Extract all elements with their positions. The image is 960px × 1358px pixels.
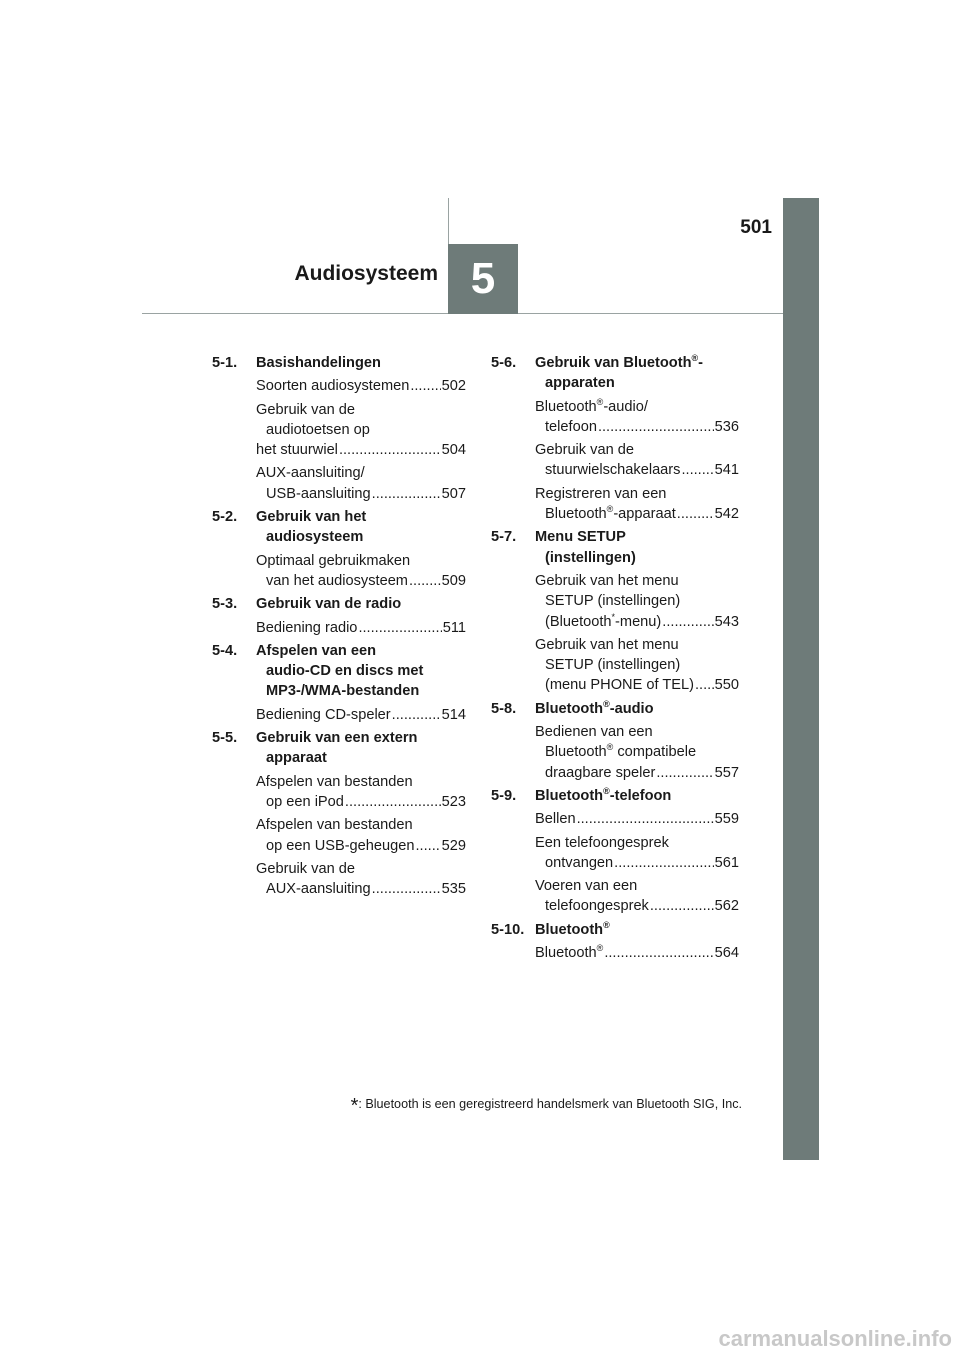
toc-page-ref: 511	[442, 619, 466, 636]
header-vertical-rule	[448, 198, 449, 244]
toc-section-5-3	[212, 594, 466, 638]
toc-entry[interactable]: Bedienen van een Bluetooth® compatibele draagbare speler ..... 557	[535, 722, 739, 783]
toc-entry[interactable]: Registreren van een Bluetooth®-apparaat ..... 542	[535, 484, 739, 525]
section-heading[interactable]: 5-2. Gebruik van het audiosysteem	[212, 509, 367, 546]
toc-page-ref: 514	[441, 706, 466, 723]
toc-page-ref: 504	[441, 442, 466, 459]
toc-entry[interactable]: Bluetooth®-audio/ telefoon ..... 536	[535, 397, 739, 438]
toc-section-5-8	[491, 699, 739, 783]
chapter-title: Audiosysteem	[294, 262, 438, 285]
toc-page-ref: 557	[714, 764, 739, 781]
toc-section-5-6	[491, 353, 739, 524]
section-heading[interactable]: 5-4. Afspelen van een audio-CD en discs met MP3-/WMA-bestanden	[212, 642, 424, 700]
toc-section-5-9	[491, 786, 739, 917]
toc-section-5-5	[212, 728, 466, 899]
section-heading[interactable]: 5-7. Menu SETUP (instellingen)	[491, 529, 636, 566]
toc-entry[interactable]: Afspelen van bestanden op een iPod ..... 523	[256, 772, 466, 813]
toc-page-ref: 535	[441, 881, 466, 898]
watermark: carmanualsonline.info	[718, 1326, 952, 1351]
toc-entry[interactable]: Afspelen van bestanden op een USB-geheugen ..... 529	[256, 815, 466, 856]
toc-page-ref: 529	[441, 837, 466, 854]
toc-page-ref: 561	[714, 854, 739, 871]
section-heading[interactable]: 5-5. Gebruik van een extern apparaat	[212, 730, 418, 767]
toc-entry[interactable]: Soorten audiosystemen ..... 502	[256, 376, 466, 396]
toc-left-column	[212, 353, 466, 902]
toc-right-column	[491, 353, 739, 966]
toc-page-ref: 550	[714, 677, 739, 694]
toc-entry[interactable]: Gebruik van het menu SETUP (instellingen) (Bluetooth*-menu) ..... 543	[535, 571, 739, 632]
section-heading[interactable]: 5-3. Gebruik van de radio	[212, 596, 402, 613]
toc-entry[interactable]: Gebruik van de audiotoetsen op het stuurwiel ..... 504	[256, 400, 466, 461]
section-heading[interactable]: 5-6. Gebruik van Bluetooth®- apparaten	[491, 353, 704, 392]
toc-entry[interactable]: Bellen ..... 559	[535, 809, 739, 829]
toc-entry[interactable]: Een telefoongesprek ontvangen ..... 561	[535, 833, 739, 874]
toc-entry[interactable]: Optimaal gebruikmaken van het audiosysteem ..... 509	[256, 551, 466, 592]
section-heading[interactable]: 5-8. Bluetooth®-audio	[491, 698, 654, 717]
toc-entry[interactable]: Bediening radio ..... 511	[256, 618, 466, 638]
toc-entry[interactable]: Gebruik van de AUX-aansluiting ..... 535	[256, 859, 466, 900]
toc-section-5-1	[212, 353, 466, 504]
toc-entry[interactable]: Bediening CD-speler ..... 514	[256, 705, 466, 725]
toc-page-ref: 507	[441, 485, 466, 502]
section-heading[interactable]: 5-9. Bluetooth®-telefoon	[491, 786, 672, 804]
toc-page-ref: 542	[714, 506, 739, 523]
toc-entry[interactable]: Gebruik van de stuurwielschakelaars ..... 541	[535, 440, 739, 481]
toc-page-ref: 536	[714, 418, 739, 435]
toc-section-5-10	[491, 920, 739, 964]
chapter-number-badge: 5	[448, 244, 518, 314]
toc-page-ref: 541	[714, 462, 739, 479]
toc-page-ref: 509	[441, 572, 466, 589]
toc-page-ref: 559	[714, 811, 739, 828]
toc-entry[interactable]: Bluetooth® ..... 564	[535, 943, 739, 963]
section-heading[interactable]: 5-1. Basishandelingen	[212, 355, 381, 371]
toc-page-ref: 502	[441, 378, 466, 395]
trademark-footnote: *: Bluetooth is een geregistreerd handelsmerk van Bluetooth SIG, Inc.	[350, 1095, 742, 1117]
toc-page-ref: 543	[714, 613, 739, 630]
toc-entry[interactable]: AUX-aansluiting/ USB-aansluiting ..... 507	[256, 463, 466, 504]
toc-section-5-4	[212, 641, 466, 725]
toc-page-ref: 523	[441, 793, 466, 810]
toc-section-5-2	[212, 507, 466, 591]
toc-page-ref: 564	[714, 945, 739, 962]
section-heading[interactable]: 5-10. Bluetooth®	[491, 919, 610, 938]
toc-page-ref: 562	[714, 898, 739, 915]
toc-entry[interactable]: Gebruik van het menu SETUP (instellingen) (menu PHONE of TEL) ..... 550	[535, 635, 739, 696]
toc-entry[interactable]: Voeren van een telefoongesprek ..... 562	[535, 876, 739, 917]
toc-section-5-7	[491, 527, 739, 695]
chapter-side-tab	[783, 198, 819, 1160]
page-number: 501	[740, 217, 772, 238]
